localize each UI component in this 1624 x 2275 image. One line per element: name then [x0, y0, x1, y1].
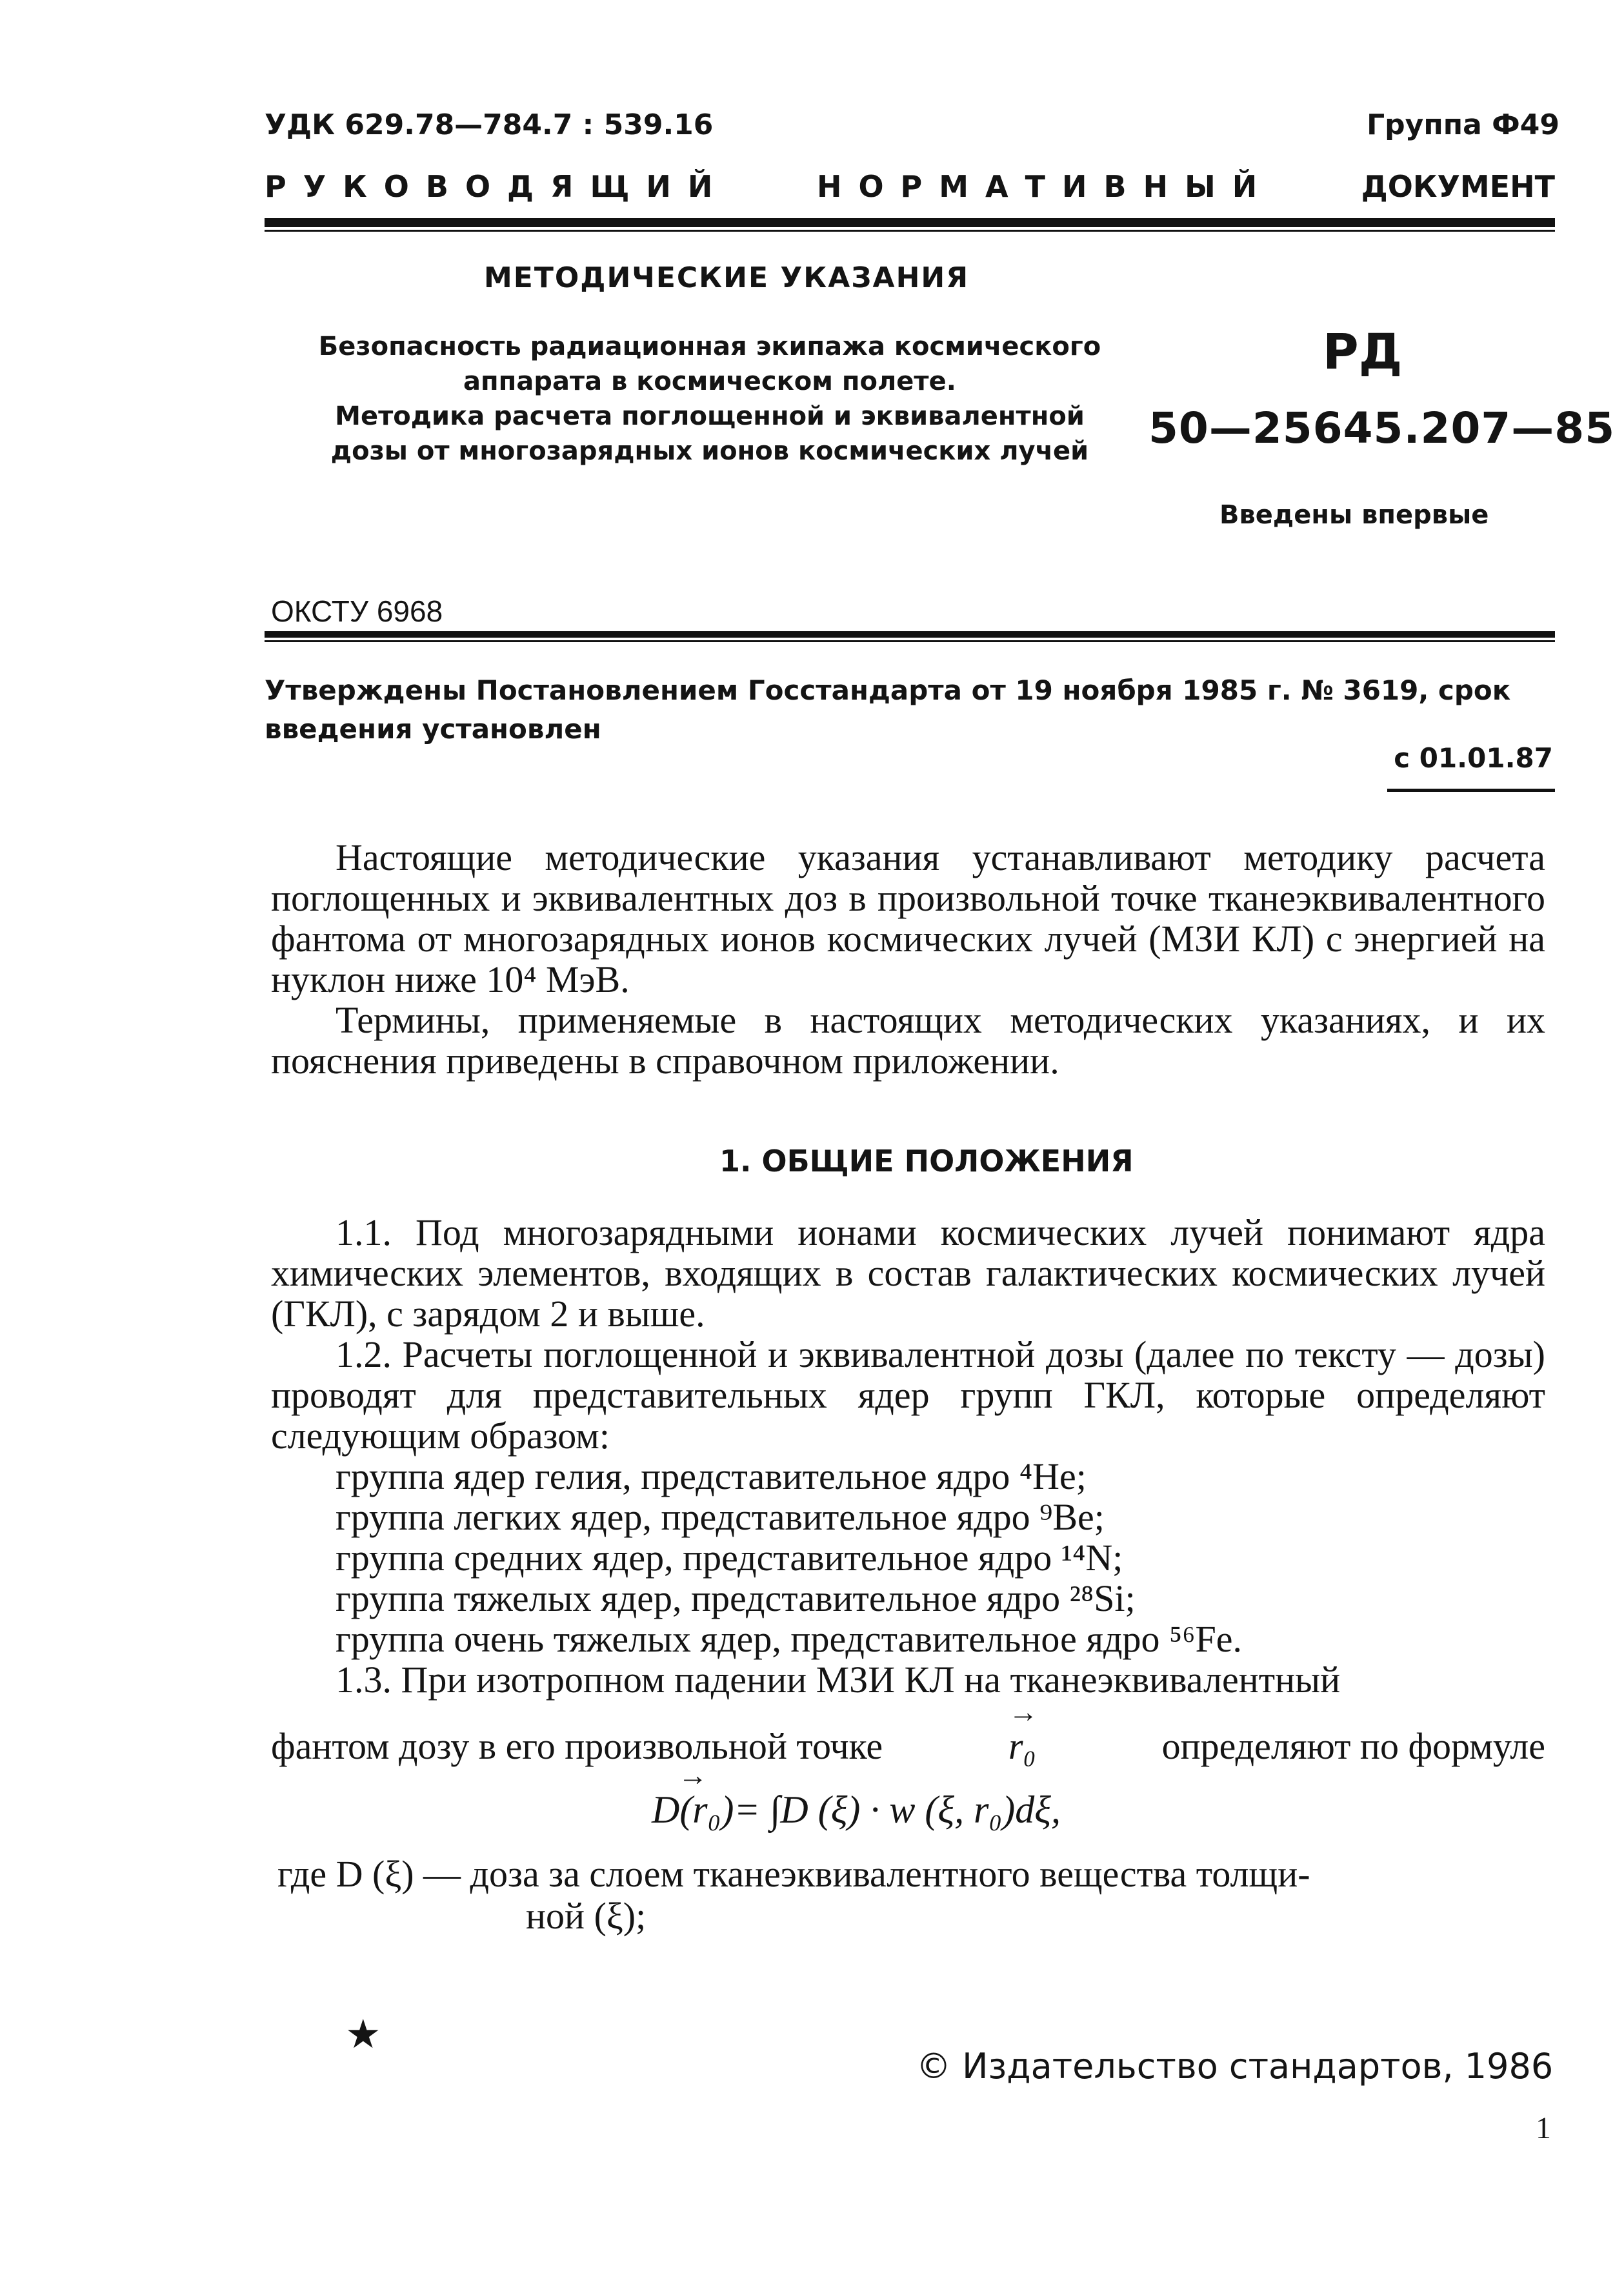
start-date-underline: [1387, 789, 1555, 792]
section-heading: 1. ОБЩИЕ ПОЛОЖЕНИЯ: [719, 1144, 1134, 1178]
copyright: © Издательство стандартов, 1986: [916, 2046, 1554, 2087]
title-line: Безопасность радиационная экипажа космического: [318, 332, 1101, 361]
banner-word-2: НОРМАТИВНЫЙ: [816, 169, 1274, 204]
intro-paragraph-1: Настоящие методические указания устанавливают методику расчета поглощенных и эквивалентных доз в произвольной точке тканеэквивалентного фантома от многозарядных ионов космических лучей (МЗИ КЛ) с энергией на нуклон ниже 10⁴ МэВ.: [271, 836, 1545, 1000]
dose-formula: [652, 1788, 1061, 1832]
clause-text: определяют по формуле: [1161, 1725, 1545, 1767]
formula-explanation: где D (ξ) — доза за слоем тканеэквивалентного вещества толщи-: [277, 1853, 1310, 1895]
intro-paragraph-2: Термины, применяемые в настоящих методических указаниях, и их пояснения приведены в справочном приложении.: [271, 999, 1545, 1082]
clause-1-3-line-1: 1.3. При изотропном падении МЗИ КЛ на тканеэквивалентный: [336, 1659, 1341, 1701]
rd-label: РД: [1323, 323, 1403, 380]
banner-rule-thin: [265, 230, 1555, 232]
document-title: [284, 329, 1136, 469]
rd-number: 50—25645.207—85: [1148, 403, 1616, 453]
nuclei-group-item: группа средних ядер, представительное ядро ¹⁴N;: [336, 1537, 1123, 1579]
banner-word-1: РУКОВОДЯЩИЙ: [265, 169, 730, 204]
title-line: дозы от многозарядных ионов космических лучей: [330, 436, 1089, 466]
group-code: Группа Ф49: [1367, 108, 1559, 141]
start-date: с 01.01.87: [1394, 742, 1553, 774]
formula-lhs: → D(r₀): [652, 1788, 734, 1832]
formula-explanation-cont: ной (ξ);: [526, 1895, 647, 1937]
nuclei-group-item: группа очень тяжелых ядер, представительное ядро ⁵⁶Fe.: [336, 1618, 1242, 1660]
star-icon: ★: [345, 2010, 381, 2058]
formula-rhs: = ∫D (ξ) · w (ξ, r₀)dξ,: [734, 1788, 1061, 1831]
okstu-code: ОКСТУ 6968: [271, 594, 443, 628]
nuclei-group-item: группа легких ядер, представительное ядро ⁹Be;: [336, 1496, 1105, 1538]
banner-word-3: ДОКУМЕНТ: [1361, 169, 1555, 204]
clause-1-2: 1.2. Расчеты поглощенной и эквивалентной дозы (далее по тексту — дозы) проводят для представительных ядер групп ГКЛ, которые определяют следующим образом:: [271, 1333, 1545, 1457]
r0-variable: → r₀: [1008, 1724, 1036, 1768]
banner-rule: [265, 218, 1555, 227]
nuclei-group-item: группа тяжелых ядер, представительное ядро ²⁸Si;: [336, 1577, 1136, 1619]
document-category: МЕТОДИЧЕСКИЕ УКАЗАНИЯ: [484, 261, 970, 294]
page-number: 1: [1536, 2111, 1551, 2145]
title-line: аппарата в космическом полете.: [463, 367, 956, 396]
document-type-banner: [265, 169, 1555, 204]
introduced-note: Введены впервые: [1219, 500, 1489, 530]
clause-1-3-line-2: [271, 1724, 1545, 1768]
udk-code: УДК 629.78—784.7 : 539.16: [265, 108, 714, 141]
title-line: Методика расчета поглощенной и эквивалентной: [335, 401, 1085, 431]
okstu-rule: [265, 631, 1555, 638]
okstu-rule-thin: [265, 640, 1555, 642]
approval-statement: Утверждены Постановлением Госстандарта от 19 ноября 1985 г. № 3619, срок введения установлен: [265, 674, 1511, 745]
clause-1-1: 1.1. Под многозарядными ионами космических лучей понимают ядра химических элементов, входящих в состав галактических космических лучей (ГКЛ), с зарядом 2 и выше.: [271, 1211, 1545, 1335]
nuclei-group-item: группа ядер гелия, представительное ядро ⁴He;: [336, 1455, 1087, 1497]
clause-text: фантом дозу в его произвольной точке: [271, 1725, 883, 1767]
